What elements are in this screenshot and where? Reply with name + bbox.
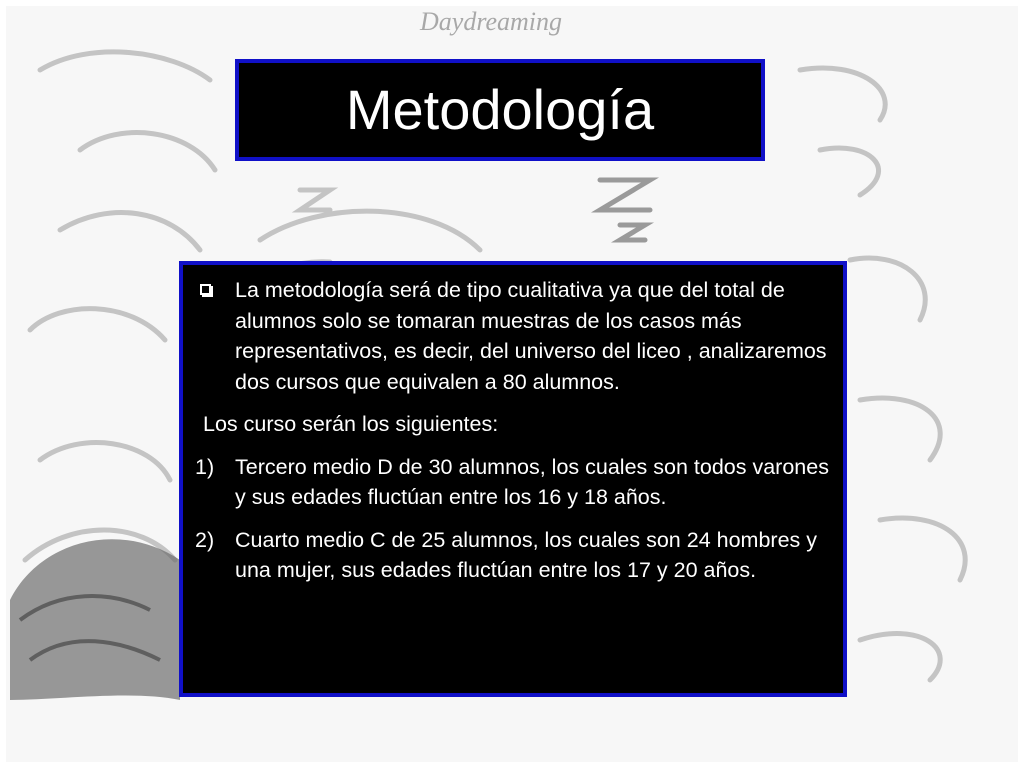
courses-heading: Los curso serán los siguientes: [203, 412, 499, 436]
course-item-number: 1) [195, 454, 215, 479]
title-box [235, 59, 765, 161]
course-item-text: Tercero medio D de 30 alumnos, los cuales son todos varones y sus edades fluctúan entre los 16 y 18 años. [235, 454, 829, 509]
course-item-text: Cuarto medio C de 25 alumnos, los cuales son 24 hombres y una mujer, sus edades fluctúan entre los 17 y 20 años. [235, 527, 818, 582]
svg-text:Daydreaming: Daydreaming [420, 7, 563, 36]
intro-bullet-text: La metodología será de tipo cualitativa ya que del total de alumnos solo se tomaran muestras de los casos más representativos, es decir, del universo del liceo , analizaremos dos cursos que equivalen a 80 alumnos. [235, 278, 827, 394]
course-item-number: 2) [195, 527, 215, 552]
slide-title: Metodología [345, 78, 655, 141]
content-box [179, 261, 847, 697]
course-item [195, 452, 829, 513]
intro-bullet-paragraph [195, 275, 829, 397]
checkbox-bullet-icon [200, 284, 211, 295]
course-item [195, 525, 829, 586]
